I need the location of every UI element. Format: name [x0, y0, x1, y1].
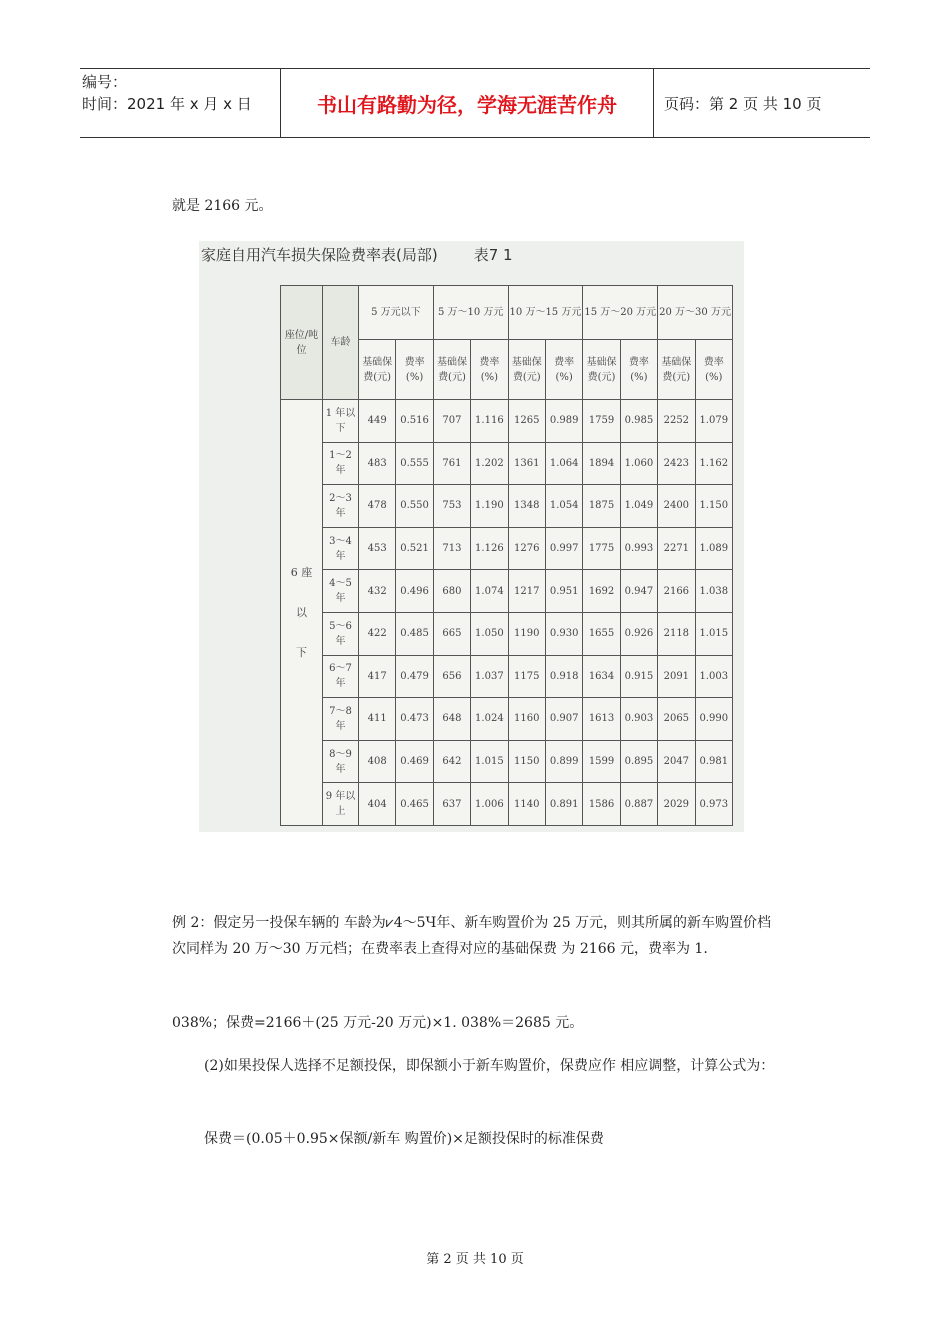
premium-cell: 417	[359, 655, 396, 698]
rate-cell: 0.473	[396, 698, 433, 741]
premium-cell: 2047	[658, 740, 695, 783]
table-row	[281, 442, 733, 485]
subheader-rate: 费率(%)	[695, 340, 732, 400]
premium-cell: 707	[433, 400, 470, 443]
rate-cell: 0.985	[620, 400, 657, 443]
premium-cell: 408	[359, 740, 396, 783]
premium-cell: 2400	[658, 485, 695, 528]
premium-cell: 478	[359, 485, 396, 528]
rate-cell: 1.074	[471, 570, 508, 613]
premium-cell: 637	[433, 783, 470, 826]
rate-cell: 1.037	[471, 655, 508, 698]
rate-cell: 1.116	[471, 400, 508, 443]
rate-cell: 0.997	[545, 527, 582, 570]
doc-time-label: 时间：2021 年 x 月 x 日	[82, 95, 252, 113]
premium-cell: 404	[359, 783, 396, 826]
doc-number-label: 编号：	[82, 73, 128, 91]
paragraph-4: (2)如果投保人选择不足额投保，即保额小于新车购置价，保费应作 相应调整，计算公式为：	[204, 1058, 775, 1074]
subheader-premium: 基础保费(元)	[658, 340, 695, 400]
rate-cell: 0.915	[620, 655, 657, 698]
rate-cell: 1.162	[695, 442, 732, 485]
rate-cell: 0.887	[620, 783, 657, 826]
premium-cell: 1759	[583, 400, 620, 443]
rate-cell: 0.981	[695, 740, 732, 783]
rate-table	[280, 285, 733, 826]
rate-cell: 0.993	[620, 527, 657, 570]
header-page-info: 页码：第 2 页 共 10 页	[664, 94, 822, 113]
premium-cell: 2166	[658, 570, 695, 613]
rate-cell: 1.089	[695, 527, 732, 570]
age-cell: 8～9 年	[323, 740, 359, 783]
table-row	[281, 612, 733, 655]
rate-cell: 1.050	[471, 612, 508, 655]
rate-cell: 0.990	[695, 698, 732, 741]
rate-cell: 1.190	[471, 485, 508, 528]
table-row	[281, 485, 733, 528]
rate-cell: 1.202	[471, 442, 508, 485]
premium-cell: 1175	[508, 655, 545, 698]
premium-cell: 2118	[658, 612, 695, 655]
premium-cell: 411	[359, 698, 396, 741]
premium-cell: 422	[359, 612, 396, 655]
table-number: 表7 1	[473, 246, 513, 264]
premium-cell: 761	[433, 442, 470, 485]
rate-cell: 1.079	[695, 400, 732, 443]
table-caption	[201, 244, 513, 265]
premium-cell: 483	[359, 442, 396, 485]
premium-cell: 1586	[583, 783, 620, 826]
premium-cell: 1217	[508, 570, 545, 613]
premium-cell: 1634	[583, 655, 620, 698]
rate-cell: 0.951	[545, 570, 582, 613]
age-cell: 7～8 年	[323, 698, 359, 741]
header-group-4: 15 万～20 万元	[583, 286, 658, 340]
rate-cell: 1.024	[471, 698, 508, 741]
premium-cell: 432	[359, 570, 396, 613]
premium-cell: 1894	[583, 442, 620, 485]
header-motto: 书山有路勤为径，学海无涯苦作舟	[280, 69, 654, 137]
table-row	[281, 570, 733, 613]
premium-cell: 1190	[508, 612, 545, 655]
subheader-rate: 费率(%)	[396, 340, 433, 400]
table-row	[281, 783, 733, 826]
premium-cell: 2065	[658, 698, 695, 741]
header-meta	[80, 69, 280, 137]
age-cell: 2～3 年	[323, 485, 359, 528]
rate-cell: 1.054	[545, 485, 582, 528]
rate-cell: 0.555	[396, 442, 433, 485]
table-row	[281, 740, 733, 783]
premium-cell: 642	[433, 740, 470, 783]
rate-cell: 1.015	[471, 740, 508, 783]
rate-cell: 0.989	[545, 400, 582, 443]
rate-table-image	[199, 241, 744, 832]
rate-cell: 0.895	[620, 740, 657, 783]
premium-cell: 1875	[583, 485, 620, 528]
paragraph-1: 就是 2166 元。	[172, 198, 273, 214]
age-cell: 1～2 年	[323, 442, 359, 485]
premium-cell: 665	[433, 612, 470, 655]
rate-cell: 0.465	[396, 783, 433, 826]
premium-cell: 1655	[583, 612, 620, 655]
age-cell: 3～4 年	[323, 527, 359, 570]
rate-cell: 1.126	[471, 527, 508, 570]
rate-cell: 0.907	[545, 698, 582, 741]
paragraph-2: 例 2：假定另一投保车辆的 车龄为⩗4～5Ч年、新车购置价为 25 万元，则其所属的新车购置价档次同样为 20 万～30 万元档；在费率表上查得对应的基础保费 为 2166 元，费率为 1.	[172, 915, 772, 957]
rate-cell: 0.918	[545, 655, 582, 698]
age-cell: 4～5 年	[323, 570, 359, 613]
rate-cell: 1.006	[471, 783, 508, 826]
premium-cell: 1276	[508, 527, 545, 570]
premium-cell: 1599	[583, 740, 620, 783]
rate-cell: 0.496	[396, 570, 433, 613]
header-group-2: 5 万～10 万元	[433, 286, 508, 340]
premium-cell: 1692	[583, 570, 620, 613]
premium-cell: 1348	[508, 485, 545, 528]
paragraph-5: 保费＝(0.05＋0.95×保额/新车 购置价)×足额投保时的标准保费	[204, 1131, 604, 1147]
rate-cell: 0.521	[396, 527, 433, 570]
rate-cell: 0.891	[545, 783, 582, 826]
subheader-rate: 费率(%)	[545, 340, 582, 400]
subheader-premium: 基础保费(元)	[583, 340, 620, 400]
subheader-rate: 费率(%)	[471, 340, 508, 400]
premium-cell: 453	[359, 527, 396, 570]
rate-cell: 0.469	[396, 740, 433, 783]
seat-category-cell: 6 座 以 下	[281, 400, 323, 826]
header-group-3: 10 万～15 万元	[508, 286, 583, 340]
rate-cell: 0.930	[545, 612, 582, 655]
table-row	[281, 698, 733, 741]
table-row	[281, 527, 733, 570]
premium-cell: 2423	[658, 442, 695, 485]
age-cell: 5～6 年	[323, 612, 359, 655]
premium-cell: 680	[433, 570, 470, 613]
table-row	[281, 655, 733, 698]
premium-cell: 2029	[658, 783, 695, 826]
premium-cell: 2271	[658, 527, 695, 570]
premium-cell: 1361	[508, 442, 545, 485]
premium-cell: 2091	[658, 655, 695, 698]
header-age: 车龄	[323, 286, 359, 400]
table-title: 家庭自用汽车损失保险费率表(局部)	[201, 246, 438, 264]
premium-cell: 2252	[658, 400, 695, 443]
premium-cell: 713	[433, 527, 470, 570]
rate-cell: 1.064	[545, 442, 582, 485]
age-cell: 1 年以下	[323, 400, 359, 443]
subheader-premium: 基础保费(元)	[359, 340, 396, 400]
premium-cell: 753	[433, 485, 470, 528]
premium-cell: 1613	[583, 698, 620, 741]
rate-cell: 1.150	[695, 485, 732, 528]
rate-cell: 0.973	[695, 783, 732, 826]
table-row	[281, 400, 733, 443]
page-footer: 第 2 页 共 10 页	[426, 1252, 524, 1267]
premium-cell: 656	[433, 655, 470, 698]
header-group-5: 20 万～30 万元	[658, 286, 733, 340]
premium-cell: 1265	[508, 400, 545, 443]
rate-cell: 1.060	[620, 442, 657, 485]
premium-cell: 1150	[508, 740, 545, 783]
header-group-1: 5 万元以下	[359, 286, 434, 340]
page-header	[80, 68, 870, 138]
subheader-premium: 基础保费(元)	[508, 340, 545, 400]
subheader-premium: 基础保费(元)	[433, 340, 470, 400]
rate-cell: 1.003	[695, 655, 732, 698]
premium-cell: 449	[359, 400, 396, 443]
age-cell: 9 年以上	[323, 783, 359, 826]
rate-cell: 1.049	[620, 485, 657, 528]
paragraph-3: 038%；保费=2166＋(25 万元-20 万元)×1. 038%＝2685 元。	[172, 1015, 584, 1031]
rate-cell: 0.516	[396, 400, 433, 443]
age-cell: 6～7 年	[323, 655, 359, 698]
rate-cell: 0.947	[620, 570, 657, 613]
rate-cell: 1.038	[695, 570, 732, 613]
header-seat: 座位/吨位	[281, 286, 323, 400]
premium-cell: 1140	[508, 783, 545, 826]
premium-cell: 1160	[508, 698, 545, 741]
subheader-rate: 费率(%)	[620, 340, 657, 400]
rate-cell: 0.926	[620, 612, 657, 655]
rate-table-body	[281, 400, 733, 826]
rate-cell: 1.015	[695, 612, 732, 655]
rate-cell: 0.899	[545, 740, 582, 783]
premium-cell: 648	[433, 698, 470, 741]
rate-cell: 0.550	[396, 485, 433, 528]
rate-cell: 0.903	[620, 698, 657, 741]
rate-cell: 0.485	[396, 612, 433, 655]
rate-cell: 0.479	[396, 655, 433, 698]
premium-cell: 1775	[583, 527, 620, 570]
